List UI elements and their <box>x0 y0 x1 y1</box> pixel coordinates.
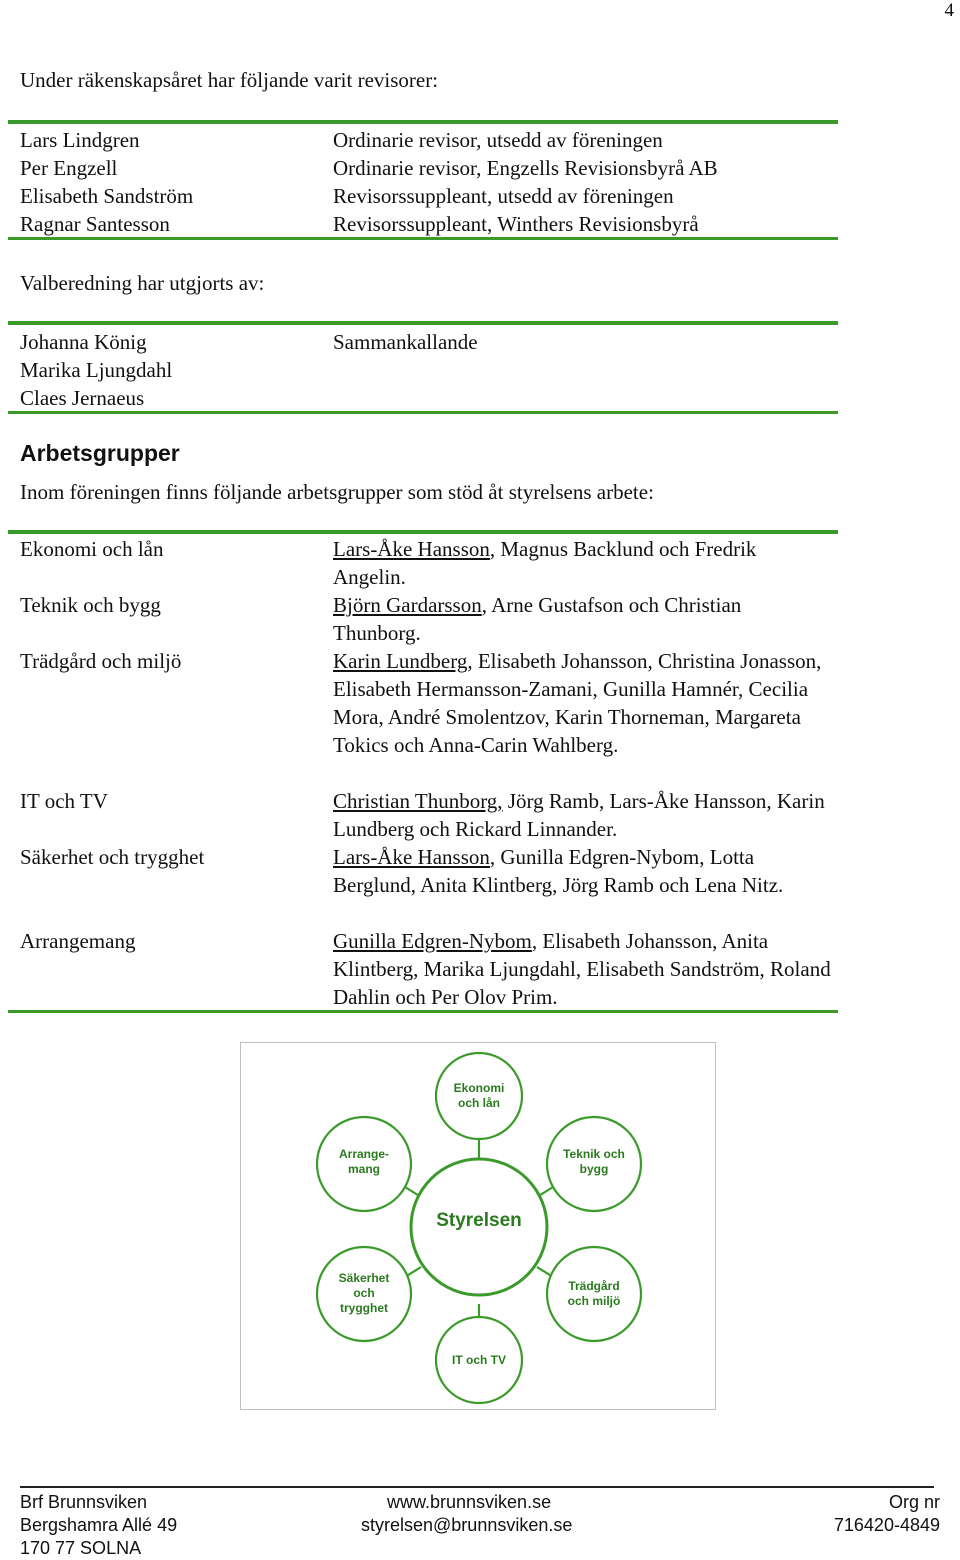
group-leader: Lars-Åke Hansson <box>333 845 490 869</box>
revisor-name: Per Engzell <box>20 156 118 180</box>
node-upper-left-label: Arrange- mang <box>338 1147 389 1176</box>
revisors-bottom-rule <box>8 237 838 240</box>
valberedning-name: Johanna König <box>20 330 147 354</box>
group-name: Säkerhet och trygghet <box>20 845 205 869</box>
node-lower-left-label: Säkerhet och trygghet <box>338 1271 390 1315</box>
node-top-label: Ekonomi och lån <box>453 1081 505 1110</box>
group-leader: Lars-Åke Hansson <box>333 537 490 561</box>
group-name: Arrangemang <box>20 929 136 953</box>
revisor-role: Ordinarie revisor, Engzells Revisionsbyrå AB <box>333 156 718 180</box>
group-members <box>333 927 833 1011</box>
group-leader: Björn Gardarsson <box>333 593 482 617</box>
footer-org-name: Brf Brunnsviken <box>20 1492 148 1512</box>
organization-diagram <box>240 1042 716 1410</box>
node-upper-right-label: Teknik och bygg <box>563 1147 625 1176</box>
revisor-role: Revisorssuppleant, utsedd av föreningen <box>333 184 674 208</box>
footer-address-line1: Bergshamra Allé 49 <box>20 1515 178 1535</box>
group-members-rest: , Arne Gustafson och Christian Thunborg. <box>333 593 742 645</box>
arbetsgrupper-bottom-rule <box>8 1010 838 1013</box>
group-members <box>333 647 833 759</box>
group-name: Ekonomi och lån <box>20 537 164 561</box>
group-leader: Christian Thunborg, <box>333 789 503 813</box>
revisor-role: Ordinarie revisor, utsedd av föreningen <box>333 128 663 152</box>
node-lower-right-label: Trädgård och miljö <box>567 1279 621 1308</box>
valberedning-bottom-rule <box>8 411 838 414</box>
group-members <box>333 591 833 647</box>
arbetsgrupper-intro: Inom föreningen finns följande arbetsgrupper som stöd åt styrelsens arbete: <box>20 480 654 504</box>
group-members <box>333 787 833 843</box>
footer-website-link[interactable]: www.brunnsviken.se <box>387 1492 552 1512</box>
footer-address-line2: 170 77 SOLNA <box>20 1538 142 1558</box>
group-leader: Karin Lundberg <box>333 649 468 673</box>
group-members-rest: , Magnus Backlund och Fredrik Angelin. <box>333 537 757 589</box>
group-members-rest: , Elisabeth Johansson, Anita Klintberg, Marika Ljungdahl, Elisabeth Sandström, Roland Dahlin och Per Olov Prim. <box>333 929 831 1009</box>
footer-email-link[interactable]: styrelsen@brunnsviken.se <box>361 1515 573 1535</box>
group-members-rest: Jörg Ramb, Lars-Åke Hansson, Karin Lundberg och Rickard Linnander. <box>333 789 825 841</box>
footer-rule <box>20 1486 934 1488</box>
revisor-role: Revisorssuppleant, Winthers Revisionsbyrå <box>333 212 699 236</box>
group-members <box>333 843 833 899</box>
group-members <box>333 535 833 591</box>
valberedning-intro: Valberedning har utgjorts av: <box>20 271 265 295</box>
node-bottom-label: IT och TV <box>452 1353 506 1367</box>
arbetsgrupper-top-rule <box>8 530 838 534</box>
footer-org-nr: 716420-4849 <box>833 1515 940 1535</box>
revisor-name: Lars Lindgren <box>20 128 140 152</box>
valberedning-name: Marika Ljungdahl <box>20 358 173 382</box>
group-leader: Gunilla Edgren-Nybom <box>333 929 532 953</box>
revisor-name: Ragnar Santesson <box>20 212 170 236</box>
revisors-intro: Under räkenskapsåret har följande varit revisorer: <box>20 68 439 92</box>
revisors-top-rule <box>8 120 838 124</box>
revisor-name: Elisabeth Sandström <box>20 184 194 208</box>
valberedning-top-rule <box>8 321 838 325</box>
group-name: Trädgård och miljö <box>20 649 182 673</box>
page-number: 4 <box>944 0 954 21</box>
valberedning-role: Sammankallande <box>333 330 478 354</box>
group-name: Teknik och bygg <box>20 593 161 617</box>
group-members-rest: , Gunilla Edgren-Nybom, Lotta Berglund, Anita Klintberg, Jörg Ramb och Lena Nitz. <box>333 845 784 897</box>
group-name: IT och TV <box>20 789 108 813</box>
arbetsgrupper-heading: Arbetsgrupper <box>20 440 180 466</box>
center-node-label: Styrelsen <box>436 1210 522 1231</box>
footer-org-nr-label: Org nr <box>888 1492 940 1512</box>
valberedning-name: Claes Jernaeus <box>20 386 145 410</box>
group-members-rest: , Elisabeth Johansson, Christina Jonasson, Elisabeth Hermansson-Zamani, Gunilla Hamnér, Cecilia Mora, André Smolentzov, Karin Thorneman, Margareta Tokics och Anna-Carin Wahlberg. <box>333 649 822 757</box>
